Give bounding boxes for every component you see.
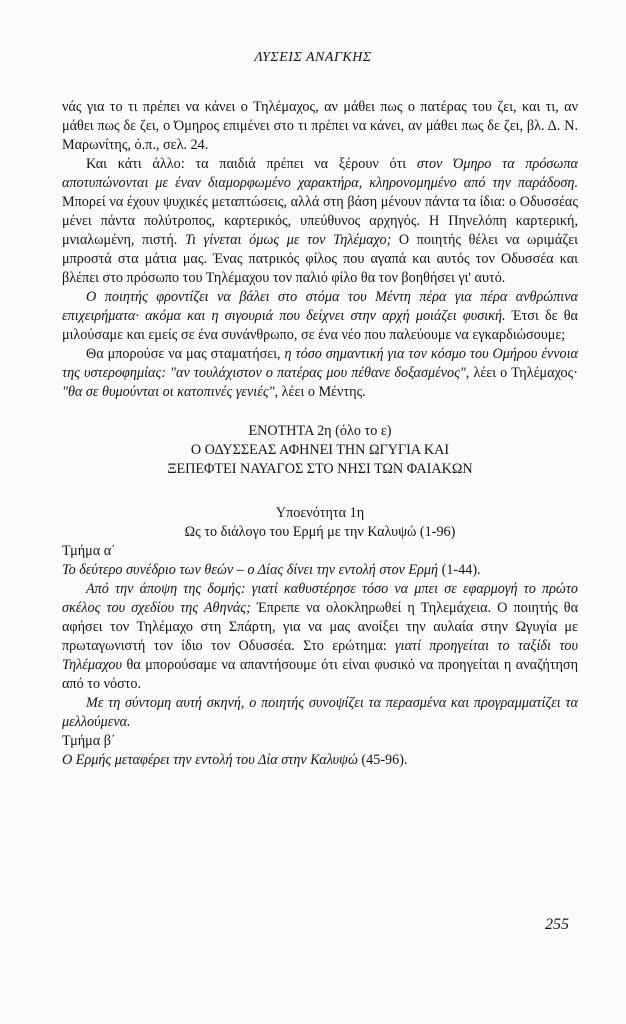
text-run: Και κάτι άλλο: τα παιδιά πρέπει να ξέρουν ότι [86,156,417,172]
section-a-label: Τμήμα α΄ [62,543,116,559]
text-run: Θα μπορούσε να μας σταματήσει, [86,346,285,362]
italic-run: Ο ποιητής φροντίζει να βάλει στο στόμα του Μέντη πέρα για πέρα ανθρώπινα επιχειρήματα· ακόμα και η σιγουριά που δείχνει στην αρχή μοιάζει φυσική. [62,289,578,324]
text-run: Έπρεπε να ολοκληρωθεί η Τηλεμάχεια. Ο ποιητής θα αφήσει τον Τηλέμαχο στη Σπάρτη, για να μας ανοίξει την αυλαία στην Ωγυγία με πρωταγωνιστή τον ίδιο τον Οδυσσέα. Στο ερώτημα: [62,600,579,654]
page-body [62,98,578,770]
text-run: Έτσι δε θα μιλούσαμε και εμείς σε ένα συνάνθρωπο, σε ένα νέο που παλεύουμε να εγκαρδιώσουμε; [62,308,578,343]
unit-heading-line: ΞΕΠΕΦΤΕΙ ΝΑΥΑΓΟΣ ΣΤΟ ΝΗΣΙ ΤΩΝ ΦΑΙΑΚΩΝ [167,461,473,477]
paragraph [62,580,578,694]
section-a-title [62,561,578,580]
section-b-label: Τμήμα β΄ [62,733,116,749]
paragraph: Με τη σύντομη αυτή σκηνή, ο ποιητής συνοψίζει τα περασμένα και προγραμματίζει τα μελλούμενα. [62,695,578,730]
text-run: (1-44). [438,562,481,578]
subunit-heading-line: Υποενότητα 1η [275,505,365,521]
paragraph [62,155,578,288]
unit-heading [62,422,578,479]
page-number: 255 [545,916,569,933]
subunit-heading [62,504,578,542]
italic-run: "θα σε θυμούνται οι κατοπινές γενιές", [62,384,279,400]
italic-run: Από την άποψη της δομής: γιατί καθυστέρησε τόσο να μπει σε εφαρμογή το πρώτο σκέλος του σχεδίου της Αθηνάς; [62,581,578,616]
italic-run: Ο Ερμής μεταφέρει την εντολή του Δία στην Καλυψώ [62,752,358,768]
italic-run: γιατί προηγείται το ταξίδι του Τηλέμαχου [62,638,578,673]
paragraph-continuation: νάς για το τι πρέπει να κάνει ο Τηλέμαχος, αν μάθει πως ο πατέρας του ζει, και τι, αν μάθει πως δε ζει, ο Όμηρος επιμένει στο τι πρέπει να κάνει, αν μάθει πως δε ζει, βλ. Δ. Ν. Μαρωνίτης, ό.π., σελ. 24. [62,99,578,153]
unit-heading-line: ΕΝΟΤΗΤΑ 2η (όλο το ε) [248,423,392,439]
italic-run: η τόσο σημαντική για τον κόσμο του Ομήρου έννοια της υστεροφημίας: "αν τουλάχιστον ο πατέρας μου πέθανε δοξασμένος", [62,346,578,381]
italic-run: στον Όμηρο τα πρόσωπα αποτυπώνονται με έναν διαμορφωμένο χαρακτήρα, κληρονομημένο από την παράδοση. [62,156,578,191]
text-run: θα μπορούσαμε να απαντήσουμε ότι είναι φυσικό να προηγείται η αναζήτηση από το νόστο. [62,657,578,692]
unit-heading-line: Ο ΟΔΥΣΣΕΑΣ ΑΦΗΝΕΙ ΤΗΝ ΩΓΥΓΙΑ ΚΑΙ [190,442,450,458]
italic-run: Το δεύτερο συνέδριο των θεών – ο Δίας δίνει την εντολή στον Ερμή [62,562,439,578]
paragraph [62,345,578,402]
text-run: Ο ποιητής θέλει να ωριμάζει μπροστά στα μάτια μας. Ένας πατρικός φίλος που αγαπά και αυτός τον Οδυσσέα και βλέπει στο πρόσωπο του Τηλέμαχου τον παλιό φίλο θα τον βοηθήσει γι' αυτό. [62,232,578,286]
section-b-title [62,751,578,770]
text-run: λέει ο Τηλέμαχος· [469,365,578,381]
italic-run: Τι γίνεται όμως με τον Τηλέμαχο; [184,232,392,248]
paragraph [62,288,578,345]
subunit-heading-line: Ως το διάλογο του Ερμή με την Καλυψώ (1-96) [184,524,456,540]
text-run: (45-96). [357,752,408,768]
running-title: ΛΥΣΕΙΣ ΑΝΑΓΚΗΣ [254,50,372,65]
text-run: λέει ο Μέντης. [278,384,366,400]
text-run: Μπορεί να έχουν ψυχικές μεταπτώσεις, αλλά στη βάση μένουν πάντα τα ίδια: ο Οδυσσέας μένει πάντα πολύτροπος, καρτερικός, υπεύθυνος αρχηγός. Η Πηνελόπη καρτερική, μνιαλωμένη, πιστή. [62,194,578,248]
